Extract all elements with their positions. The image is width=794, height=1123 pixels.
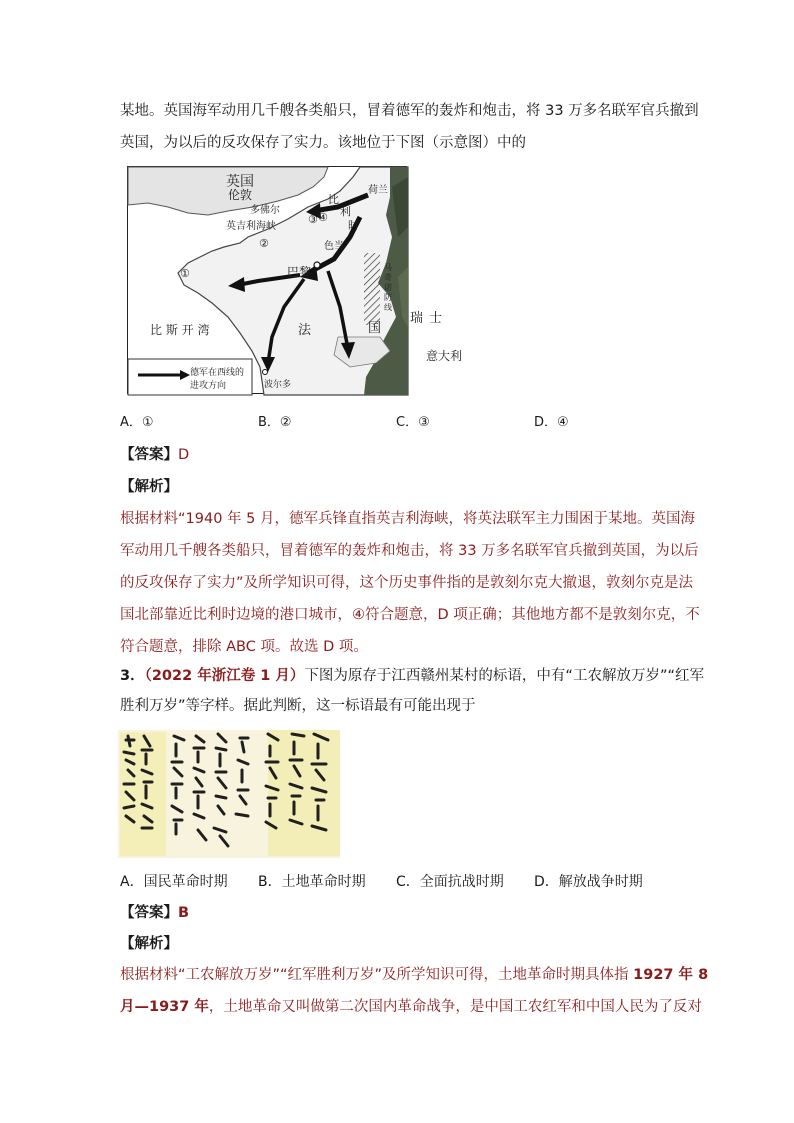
q2-analysis-line-2: 军动用几千艘各类船只，冒着德军的轰炸和炮击，将 33 万多名联军官兵撤到英国，为以后: [120, 543, 699, 559]
intro-line-2: 英国，为以后的反攻保存了实力。该地位于下图（示意图）中的: [120, 135, 526, 151]
q3-answer-label: 【答案】: [120, 905, 178, 921]
q2-option-d: D．④: [534, 415, 569, 430]
q3-analysis-line-2-text: ，土地革命又叫做第二次国内革命战争，是中国工农红军和中国人民为了反对: [208, 999, 702, 1015]
map-label-netherlands: 荷兰: [368, 185, 388, 196]
q3-analysis-date-start: 1927 年 8: [633, 967, 709, 983]
q2-option-a: A．①: [120, 415, 154, 430]
q2-option-b: B．②: [258, 415, 292, 430]
q3-answer: [120, 903, 189, 923]
q2-answer-value: D: [178, 447, 190, 463]
q3-analysis-label: 【解析】: [120, 936, 178, 952]
map-label-bordeaux: 波尔多: [264, 380, 292, 390]
slogan-calligraphy-image: [118, 730, 340, 858]
map-label-italy: 意大利: [426, 349, 463, 363]
map-label-maginot: 马奇诺防线: [384, 263, 392, 312]
map-label-germany-2: 国: [433, 223, 451, 244]
q3-option-d: D．解放战争时期: [534, 874, 643, 890]
map-label-france-1: 法: [298, 323, 312, 338]
map-marker-4: ④: [318, 211, 328, 224]
q2-answer-label: 【答案】: [120, 447, 178, 463]
q2-analysis-line-1: 根据材料“1940 年 5 月，德军兵锋直指英吉利海峡，将英法联军主力围困于某地。英国海: [120, 511, 695, 527]
map-label-channel: 英吉利海峡: [226, 221, 276, 232]
q2-option-c: C．③: [396, 415, 430, 430]
map-label-paris: 巴黎: [287, 265, 312, 279]
q2-analysis-line-5: 符合题意，排除 ABC 项。故选 D 项。: [120, 639, 368, 655]
map-label-dover: 多佛尔: [250, 205, 280, 216]
map-label-france-2: 国: [368, 321, 382, 336]
map-label-belgium-2: 利: [340, 205, 351, 218]
q3-option-a: A．国民革命时期: [120, 874, 228, 890]
q3-stem-rest: 下图为原存于江西赣州某村的标语，中有“工农解放万岁”“红军: [304, 668, 704, 684]
q3-option-c: C．全面抗战时期: [396, 874, 504, 890]
map-label-belgium-1: 比: [328, 193, 339, 206]
intro-line-1: 某地。英国海军动用几千艘各类船只，冒着德军的轰炸和炮击，将 33 万多名联军官兵撤到: [120, 103, 699, 119]
q3-number: 3．: [120, 668, 145, 684]
map-label-london: 伦敦: [228, 188, 253, 202]
q2-analysis-label: 【解析】: [120, 479, 178, 495]
map-label-germany-1: 德: [433, 195, 451, 216]
q3-stem-line-2: 胜利万岁”等字样。据此判断，这一标语最有可能出现于: [120, 698, 476, 714]
map-label-swiss-2: 士: [429, 311, 443, 326]
map-label-britain: 英国: [226, 174, 254, 190]
map-legend-line-2: 进攻方向: [190, 381, 227, 391]
map-marker-2: ②: [259, 237, 269, 250]
q3-analysis-line-1-text: 根据材料“工农解放万岁”“红军胜利万岁”及所学知识可得，土地革命时期具体指: [120, 967, 634, 983]
q3-analysis-line-2: [120, 997, 702, 1017]
map-label-biscay: 比 斯 开 湾: [150, 323, 210, 337]
q3-answer-value: B: [178, 905, 190, 921]
western-front-map: [127, 166, 463, 394]
map-marker-1: ①: [180, 267, 190, 280]
q2-answer: [120, 445, 189, 465]
map-legend-line-1: 德军在西线的: [190, 368, 245, 378]
q2-analysis-line-3: 的反攻保存了实力”及所学知识可得，这个历史事件指的是敦刻尔克大撤退，敦刻尔克是法: [120, 575, 694, 591]
map-label-belgium-3: 时: [348, 219, 359, 232]
q3-option-b: B．土地革命时期: [258, 874, 366, 890]
q3-source: （2022 年浙江卷 1 月）: [144, 668, 305, 684]
map-label-swiss-1: 瑞: [410, 311, 424, 326]
q3-analysis-date-end: 月—1937 年: [120, 999, 209, 1015]
q3-analysis-line-1: [120, 965, 708, 985]
map-label-sedan: 色当: [324, 241, 344, 252]
q3-stem-line-1: [120, 666, 704, 686]
q2-analysis-line-4: 国北部靠近比利时边境的港口城市，④符合题意，D 项正确；其他地方都不是敦刻尔克，不: [120, 607, 700, 623]
map-marker-3: ③: [308, 213, 318, 226]
